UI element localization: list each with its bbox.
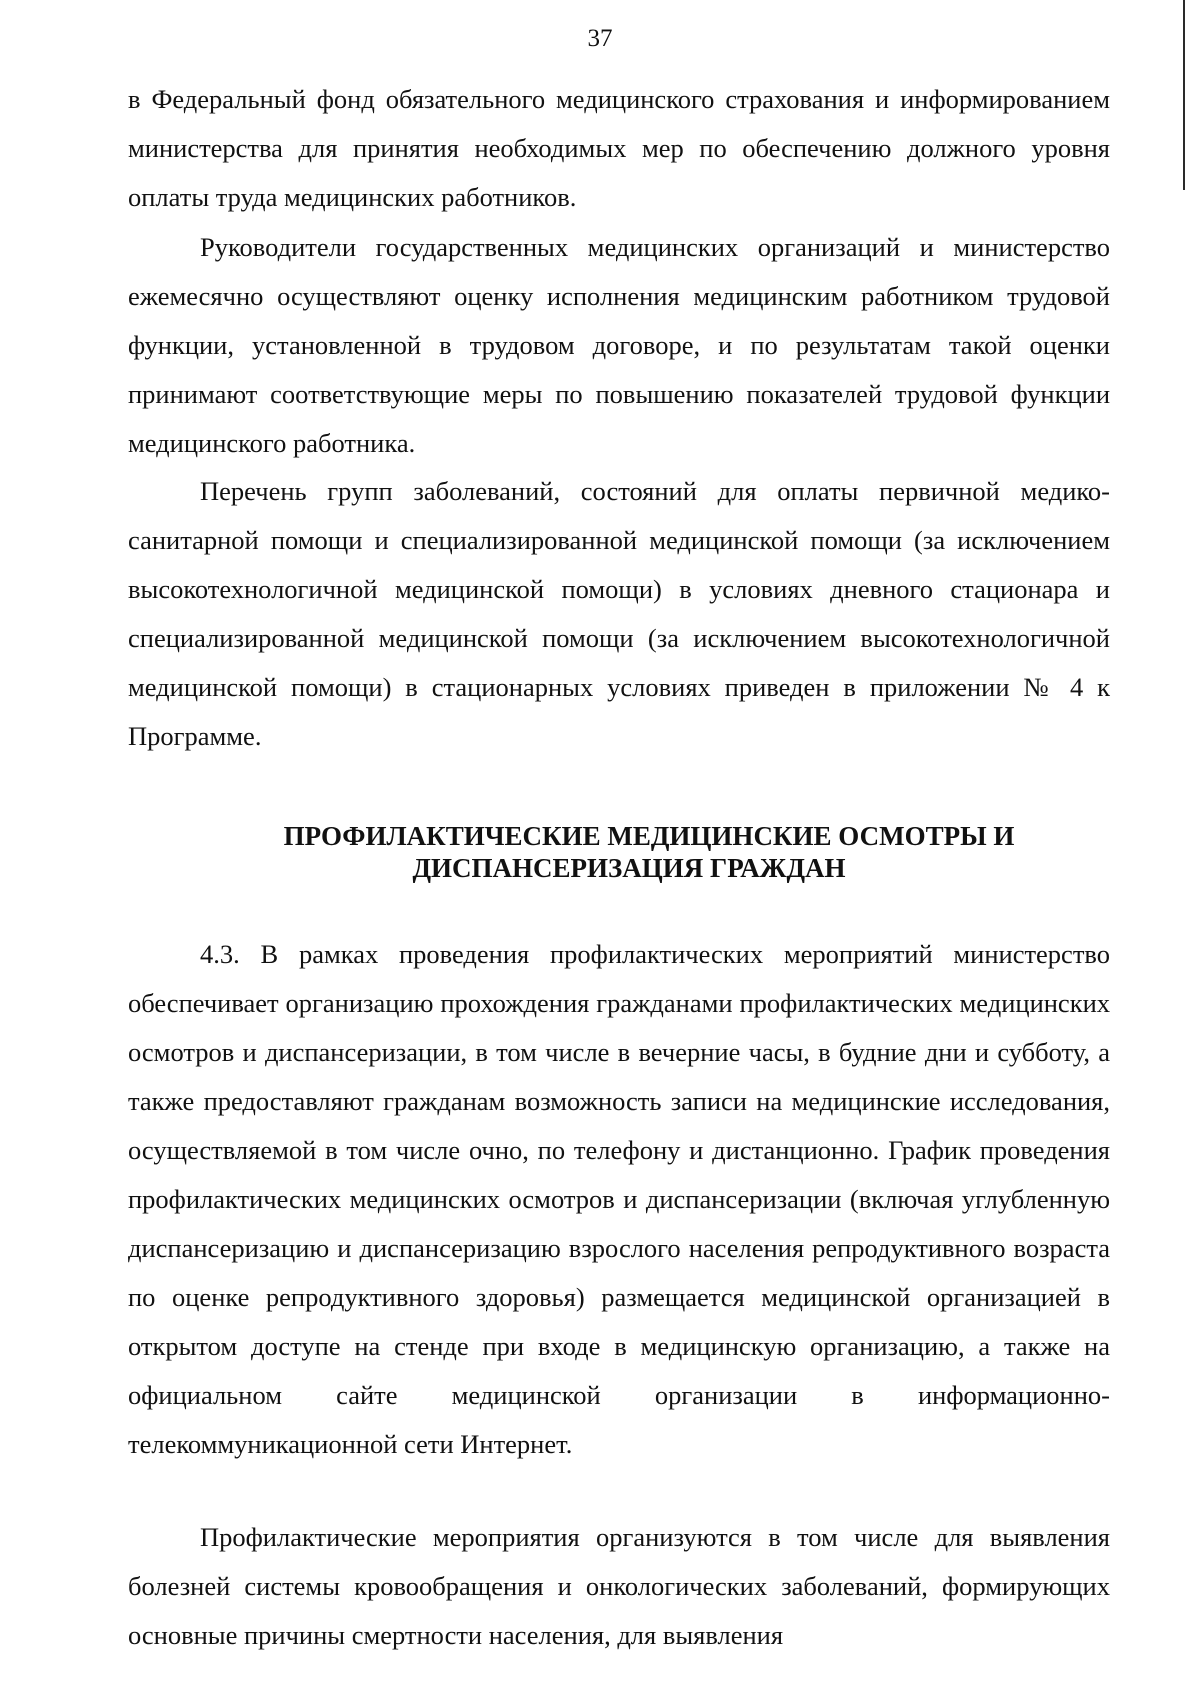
paragraph-disease-groups-list — [128, 467, 1110, 761]
section-heading-line-1: ПРОФИЛАКТИЧЕСКИЕ МЕДИЦИНСКИЕ ОСМОТРЫ И — [283, 821, 1015, 851]
page-number: 37 — [587, 25, 613, 52]
paragraph-text: Руководители государственных медицинских организаций и министерство ежемесячно осуществляют оценку исполнения медицинским работником трудовой функции, установленной в трудовом договоре, и по результатам такой оценки принимают соответствующие меры по повышению показателей трудовой функции медицинского работника. — [128, 232, 1110, 458]
paragraph-text: в Федеральный фонд обязательного медицинского страхования и информированием министерства для принятия необходимых мер по обеспечению должного уровня оплаты труда медицинских работников. — [128, 84, 1110, 212]
paragraph-text: 4.3. В рамках проведения профилактических мероприятий министерство обеспечивает организацию прохождения гражданами профилактических медицинских осмотров и диспансеризации, в том числе в вечерние часы, в будние дни и субботу, а также предоставляют гражданам возможность записи на медицинские исследования, осуществляемой в том числе очно, по телефону и дистанционно. График проведения профилактических медицинских осмотров и диспансеризации (включая углубленную диспансеризацию и диспансеризацию взрослого населения репродуктивного возраста по оценке репродуктивного здоровья) размещается медицинской организацией в открытом доступе на стенде при входе в медицинскую организацию, а также на официальном сайте медицинской организации в информационно-телекоммуникационной сети Интернет. — [128, 939, 1110, 1459]
section-heading-line-2: ДИСПАНСЕРИЗАЦИЯ ГРАЖДАН — [412, 853, 846, 883]
paragraph-preventive-measures — [128, 1513, 1110, 1660]
paragraph-text: Профилактические мероприятия организуются в том числе для выявления болезней системы кровообращения и онкологических заболеваний, формирующих основные причины смертности населения, для выявления — [128, 1522, 1110, 1650]
paragraph-managers-assessment — [128, 223, 1110, 468]
paragraph-text: Перечень групп заболеваний, состояний для оплаты первичной медико-санитарной помощи и специализированной медицинской помощи (за исключением высокотехнологичной медицинской помощи) в условиях дневного стационара и специализированной медицинской помощи (за исключением высокотехнологичной медицинской помощи) в стационарных условиях приведен в приложении № 4 к Программе. — [128, 476, 1110, 751]
section-heading — [128, 820, 1110, 884]
paragraph-4-3 — [128, 930, 1110, 1469]
paragraph-continuation — [128, 75, 1110, 222]
